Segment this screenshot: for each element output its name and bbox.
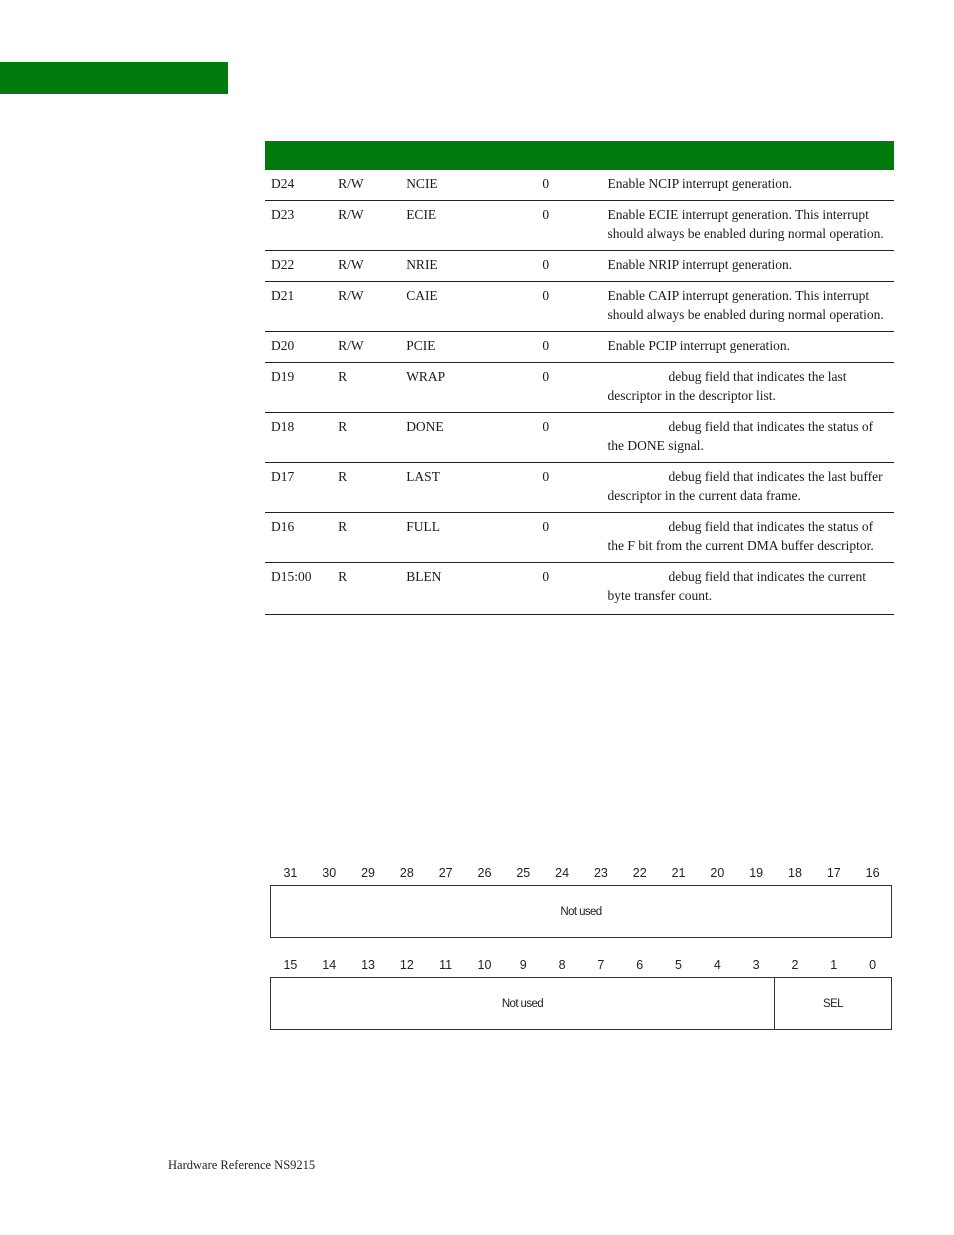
bit-number: 27 <box>438 866 453 880</box>
bit-range-cell: D22 <box>265 251 332 282</box>
bit-number: 20 <box>710 866 725 880</box>
access-cell: R <box>332 463 400 513</box>
table-row <box>265 363 894 413</box>
reset-cell: 0 <box>536 513 601 563</box>
bit-number: 0 <box>869 958 877 972</box>
description-text: debug field that indicates the last buffer descriptor in the current data frame. <box>607 469 883 503</box>
description-text: debug field that indicates the current byte transfer count. <box>607 569 867 603</box>
description-cell <box>601 563 894 615</box>
description-cell <box>601 413 894 463</box>
reset-cell: 0 <box>536 413 601 463</box>
table-header-band <box>265 141 894 170</box>
chapter-header-bar <box>0 62 228 94</box>
mnemonic-cell: PCIE <box>400 332 536 363</box>
bit-number: 30 <box>322 866 337 880</box>
bit-field: SEL <box>774 978 891 1029</box>
bit-range-cell: D24 <box>265 170 332 201</box>
bit-number: 9 <box>519 958 527 972</box>
lower-bit-numbers <box>271 958 892 972</box>
bit-number: 29 <box>361 866 375 880</box>
table-header-row <box>265 141 894 170</box>
bit-range-cell: D17 <box>265 463 332 513</box>
bit-number: 23 <box>593 866 608 880</box>
bit-range-cell: D15:00 <box>265 563 332 615</box>
access-cell: R <box>332 563 400 615</box>
table-row <box>265 413 894 463</box>
reset-cell: 0 <box>536 463 601 513</box>
mnemonic-cell: NRIE <box>400 251 536 282</box>
description-cell <box>601 463 894 513</box>
bit-number: 1 <box>830 958 838 972</box>
description-cell <box>601 363 894 413</box>
access-cell: R/W <box>332 170 400 201</box>
description-cell <box>601 513 894 563</box>
bit-number: 2 <box>791 958 799 972</box>
bit-number: 18 <box>788 866 802 880</box>
description-text: Enable PCIP interrupt generation. <box>607 338 790 353</box>
description-cell <box>601 332 894 363</box>
bit-number: 19 <box>749 866 764 880</box>
upper-register-row <box>270 885 892 938</box>
bit-field: Not used <box>501 997 544 1010</box>
mnemonic-cell: NCIE <box>400 170 536 201</box>
bit-number: 5 <box>675 958 682 972</box>
table-row <box>265 282 894 332</box>
description-text: Enable ECIE interrupt generation. This interrupt should always be enabled during normal operation. <box>607 207 884 241</box>
description-text: debug field that indicates the last descriptor in the descriptor list. <box>607 369 847 403</box>
description-cell <box>601 282 894 332</box>
bit-range-cell: D23 <box>265 201 332 251</box>
mnemonic-cell: DONE <box>400 413 536 463</box>
bit-number: 28 <box>399 866 414 880</box>
bit-field: Not used <box>560 905 602 918</box>
upper-bit-numbers <box>271 866 892 880</box>
table-row <box>265 251 894 282</box>
lower-register-row <box>270 977 892 1030</box>
mnemonic-cell: CAIE <box>400 282 536 332</box>
bit-number: 7 <box>597 958 605 972</box>
table-row <box>265 513 894 563</box>
access-cell: R/W <box>332 332 400 363</box>
reset-cell: 0 <box>536 282 601 332</box>
access-cell: R <box>332 413 400 463</box>
bit-number: 22 <box>632 866 647 880</box>
reset-cell: 0 <box>536 201 601 251</box>
bit-number: 21 <box>671 866 686 880</box>
bit-number: 3 <box>752 958 760 972</box>
bit-range-cell: D18 <box>265 413 332 463</box>
bit-number: 14 <box>322 958 337 972</box>
table-body <box>265 170 894 615</box>
reset-cell: 0 <box>536 563 601 615</box>
mnemonic-cell: FULL <box>400 513 536 563</box>
bit-number: 10 <box>477 958 492 972</box>
description-text: Enable NRIP interrupt generation. <box>607 257 793 272</box>
bit-number: 16 <box>865 866 880 880</box>
bit-number: 12 <box>399 958 414 972</box>
mnemonic-cell: ECIE <box>400 201 536 251</box>
description-cell <box>601 251 894 282</box>
bit-range-cell: D21 <box>265 282 332 332</box>
access-cell: R <box>332 513 400 563</box>
bit-number: 6 <box>636 958 644 972</box>
bit-number: 13 <box>361 958 375 972</box>
table-row <box>265 563 894 615</box>
mnemonic-cell: BLEN <box>400 563 536 615</box>
bit-number: 24 <box>555 866 570 880</box>
bit-number: 31 <box>283 866 298 880</box>
reset-cell: 0 <box>536 332 601 363</box>
access-cell: R/W <box>332 201 400 251</box>
table-row <box>265 201 894 251</box>
table-row <box>265 170 894 201</box>
register-bit-table <box>265 141 894 615</box>
description-cell <box>601 201 894 251</box>
footer-text: Hardware Reference NS9215 <box>168 1158 316 1172</box>
bit-range-cell: D19 <box>265 363 332 413</box>
description-text: Enable NCIP interrupt generation. <box>607 176 793 191</box>
bit-number: 15 <box>283 958 298 972</box>
bit-number: 4 <box>713 958 721 972</box>
bit-range-cell: D16 <box>265 513 332 563</box>
access-cell: R/W <box>332 251 400 282</box>
access-cell: R/W <box>332 282 400 332</box>
description-text: debug field that indicates the status of the F bit from the current DMA buffer descriptor. <box>607 519 874 553</box>
table-row <box>265 332 894 363</box>
mnemonic-cell: LAST <box>400 463 536 513</box>
description-cell <box>601 170 894 201</box>
access-cell: R <box>332 363 400 413</box>
bit-number: 17 <box>826 866 841 880</box>
reset-cell: 0 <box>536 363 601 413</box>
mnemonic-cell: WRAP <box>400 363 536 413</box>
description-text: Enable CAIP interrupt generation. This interrupt should always be enabled during normal operation. <box>607 288 884 322</box>
bit-range-cell: D20 <box>265 332 332 363</box>
bit-number: 25 <box>516 866 531 880</box>
description-text: debug field that indicates the status of the DONE signal. <box>607 419 874 453</box>
reset-cell: 0 <box>536 170 601 201</box>
bit-number: 26 <box>477 866 492 880</box>
reset-cell: 0 <box>536 251 601 282</box>
bit-number: 11 <box>439 958 453 972</box>
table-row <box>265 463 894 513</box>
bit-number: 8 <box>558 958 566 972</box>
